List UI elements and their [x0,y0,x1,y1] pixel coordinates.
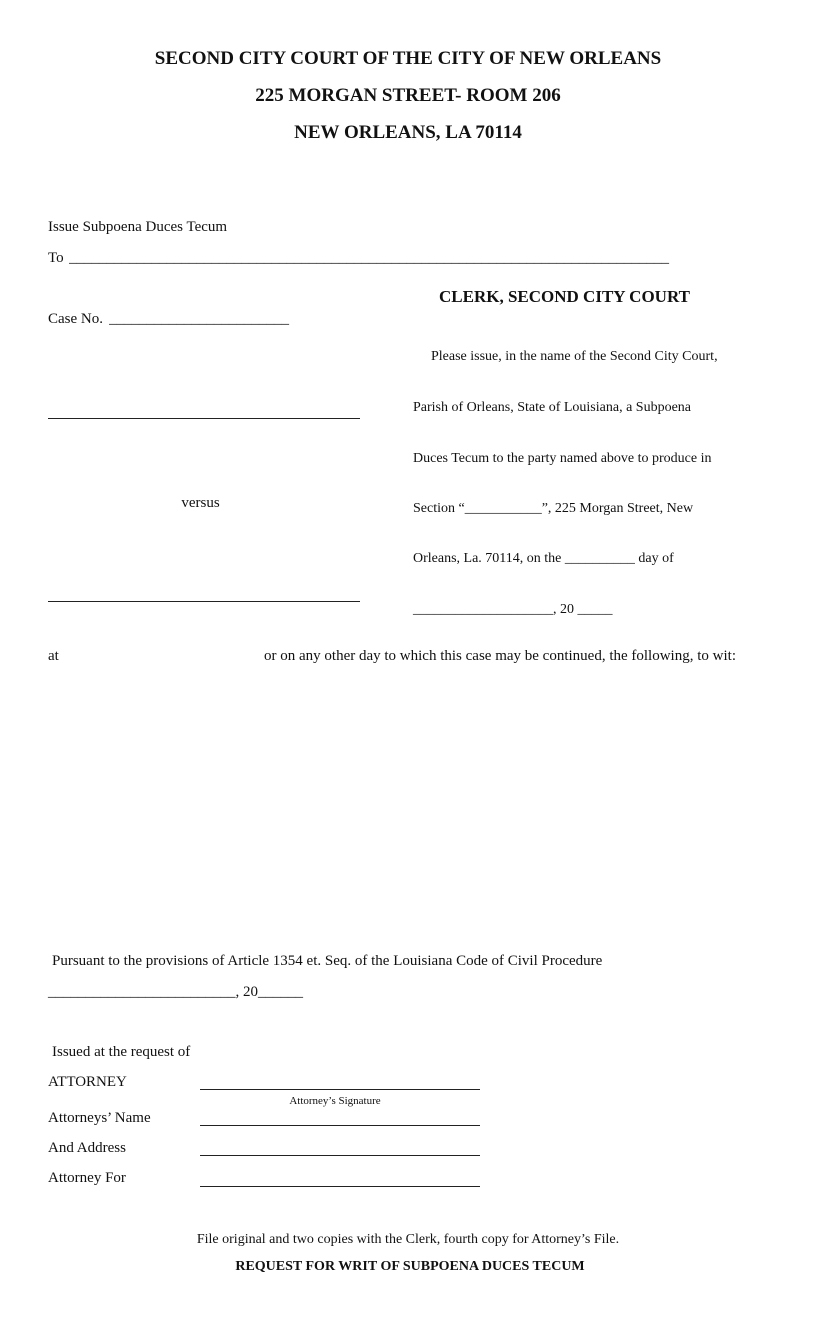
issued-request-label: Issued at the request of [52,1044,191,1060]
attorney-name-line[interactable] [200,1125,480,1126]
filing-note: File original and two copies with the Clerk, fourth copy for Attorney’s File. [196,1232,620,1247]
court-address-heading: 225 MORGAN STREET- ROOM 206 [255,85,561,106]
clerk-paragraph-line-1: Please issue, in the name of the Second City Court, [431,349,718,364]
to-field[interactable]: ________________________________________________________________________________ [69,250,669,266]
clerk-heading: CLERK, SECOND CITY COURT [439,287,690,306]
plaintiff-line[interactable] [48,418,360,419]
case-number-label: Case No. [48,311,103,327]
attorney-label: ATTORNEY [48,1074,127,1090]
continued-text: or on any other day to which this case may be continued, the following, to wit: [264,648,736,664]
issue-title: Issue Subpoena Duces Tecum [48,219,228,235]
defendant-line[interactable] [48,601,360,602]
address-label: And Address [48,1140,126,1156]
clerk-paragraph-line-5: Orleans, La. 70114, on the __________ day of [413,551,674,566]
to-label: To [48,250,64,266]
address-line[interactable] [200,1155,480,1156]
clerk-paragraph-line-6: ____________________, 20 _____ [413,602,613,617]
at-label: at [48,648,59,664]
date-line[interactable]: _________________________, 20______ [48,984,303,1000]
attorney-for-line[interactable] [200,1186,480,1187]
form-title: REQUEST FOR WRIT OF SUBPOENA DUCES TECUM [235,1259,585,1274]
signature-caption: Attorney’s Signature [289,1095,381,1107]
pursuant-text: Pursuant to the provisions of Article 1354 et. Seq. of the Louisiana Code of Civil Procedure [52,953,603,969]
clerk-paragraph-line-4: Section “___________”, 225 Morgan Street, New [413,501,694,516]
versus-label: versus [181,495,220,511]
clerk-paragraph-line-2: Parish of Orleans, State of Louisiana, a Subpoena [413,400,691,415]
attorney-name-label: Attorneys’ Name [48,1110,151,1126]
court-city-heading: NEW ORLEANS, LA 70114 [294,122,522,143]
clerk-paragraph-line-3: Duces Tecum to the party named above to produce in [413,451,712,466]
case-number-field[interactable]: ________________________ [109,311,289,327]
court-name-heading: SECOND CITY COURT OF THE CITY OF NEW ORLEANS [154,48,662,69]
attorney-signature-line[interactable] [200,1089,480,1090]
attorney-for-label: Attorney For [48,1170,126,1186]
